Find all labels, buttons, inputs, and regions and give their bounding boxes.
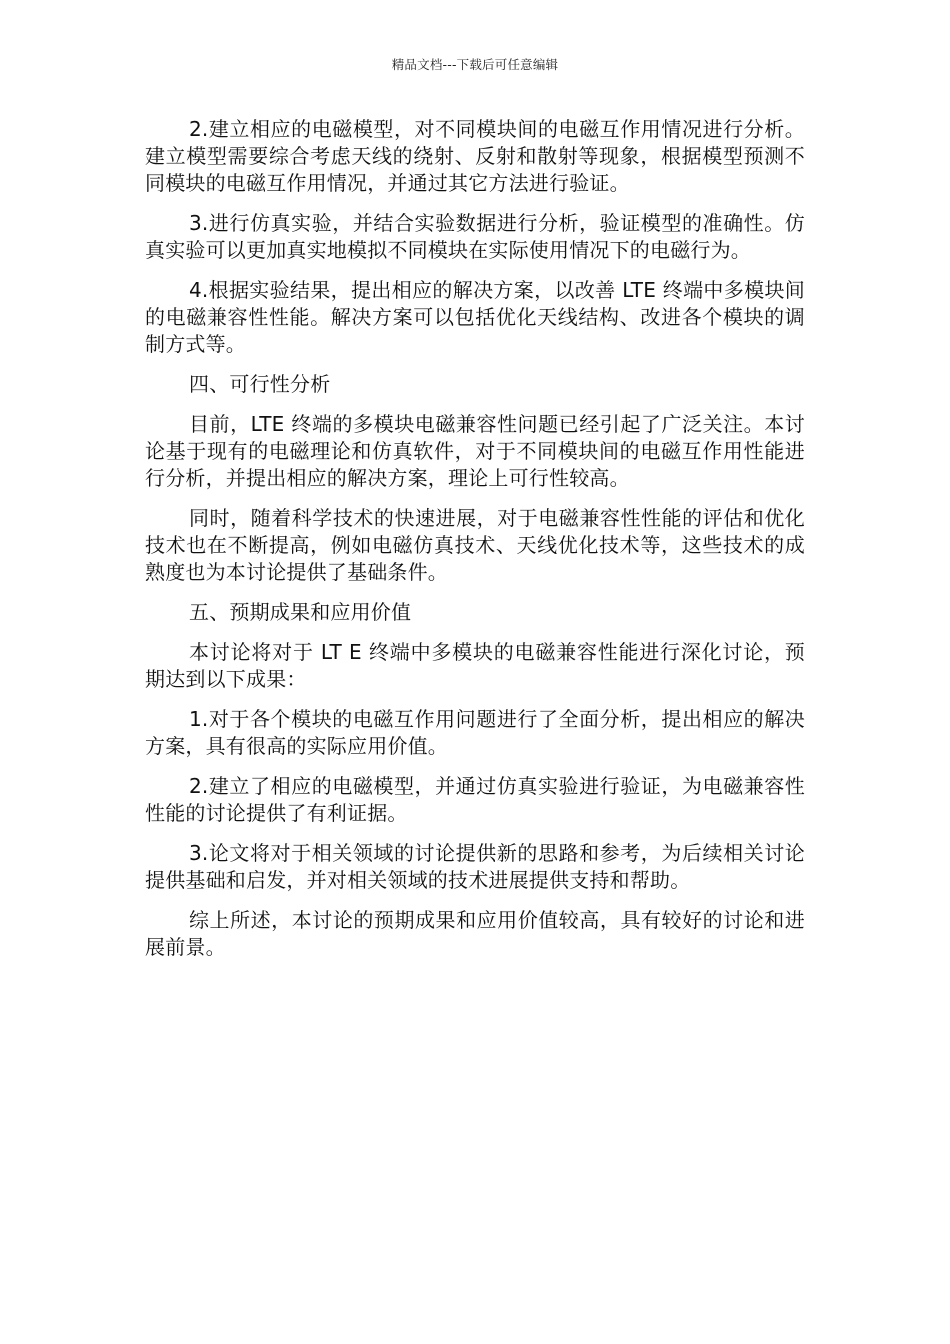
paragraph-method-2: 2.建立相应的电磁模型，对不同模块间的电磁互作用情况进行分析。建立模型需要综合考虑天线的绕射、反射和散射等现象，根据模型预测不同模块的电磁互作用情况，并通过其它方法进行验证。 bbox=[145, 117, 805, 195]
paragraph-result-1: 1.对于各个模块的电磁互作用问题进行了全面分析，提出相应的解决方案，具有很高的实际应用价值。 bbox=[145, 707, 805, 758]
document-body bbox=[145, 116, 805, 974]
paragraph-method-4: 4.根据实验结果，提出相应的解决方案，以改善 LTE 终端中多模块间的电磁兼容性性能。解决方案可以包括优化天线结构、改进各个模块的调制方式等。 bbox=[145, 278, 805, 356]
section-heading-expected-results: 五、预期成果和应用价值 bbox=[189, 600, 412, 624]
paragraph-method-3: 3.进行仿真实验，并结合实验数据进行分析，验证模型的准确性。仿真实验可以更加真实地模拟不同模块在实际使用情况下的电磁行为。 bbox=[145, 211, 805, 262]
paragraph-feasibility-2: 同时，随着科学技术的快速进展，对于电磁兼容性性能的评估和优化技术也在不断提高，例如电磁仿真技术、天线优化技术等，这些技术的成熟度也为本讨论提供了基础条件。 bbox=[145, 506, 805, 584]
paragraph-result-2: 2.建立了相应的电磁模型，并通过仿真实验进行验证，为电磁兼容性性能的讨论提供了有利证据。 bbox=[145, 774, 805, 825]
paragraph-conclusion: 综上所述，本讨论的预期成果和应用价值较高，具有较好的讨论和进展前景。 bbox=[145, 908, 805, 959]
section-heading-feasibility: 四、可行性分析 bbox=[189, 372, 331, 396]
paragraph-expected-intro: 本讨论将对于 LT E 终端中多模块的电磁兼容性能进行深化讨论，预期达到以下成果： bbox=[145, 640, 805, 691]
paragraph-result-3: 3.论文将对于相关领域的讨论提供新的思路和参考，为后续相关讨论提供基础和启发，并对相关领域的技术进展提供支持和帮助。 bbox=[145, 841, 805, 892]
paragraph-feasibility-1: 目前，LTE 终端的多模块电磁兼容性问题已经引起了广泛关注。本讨论基于现有的电磁理论和仿真软件，对于不同模块间的电磁互作用性能进行分析，并提出相应的解决方案，理论上可行性较高。 bbox=[145, 412, 805, 490]
page-header: 精品文档---下载后可任意编辑 bbox=[391, 57, 559, 72]
